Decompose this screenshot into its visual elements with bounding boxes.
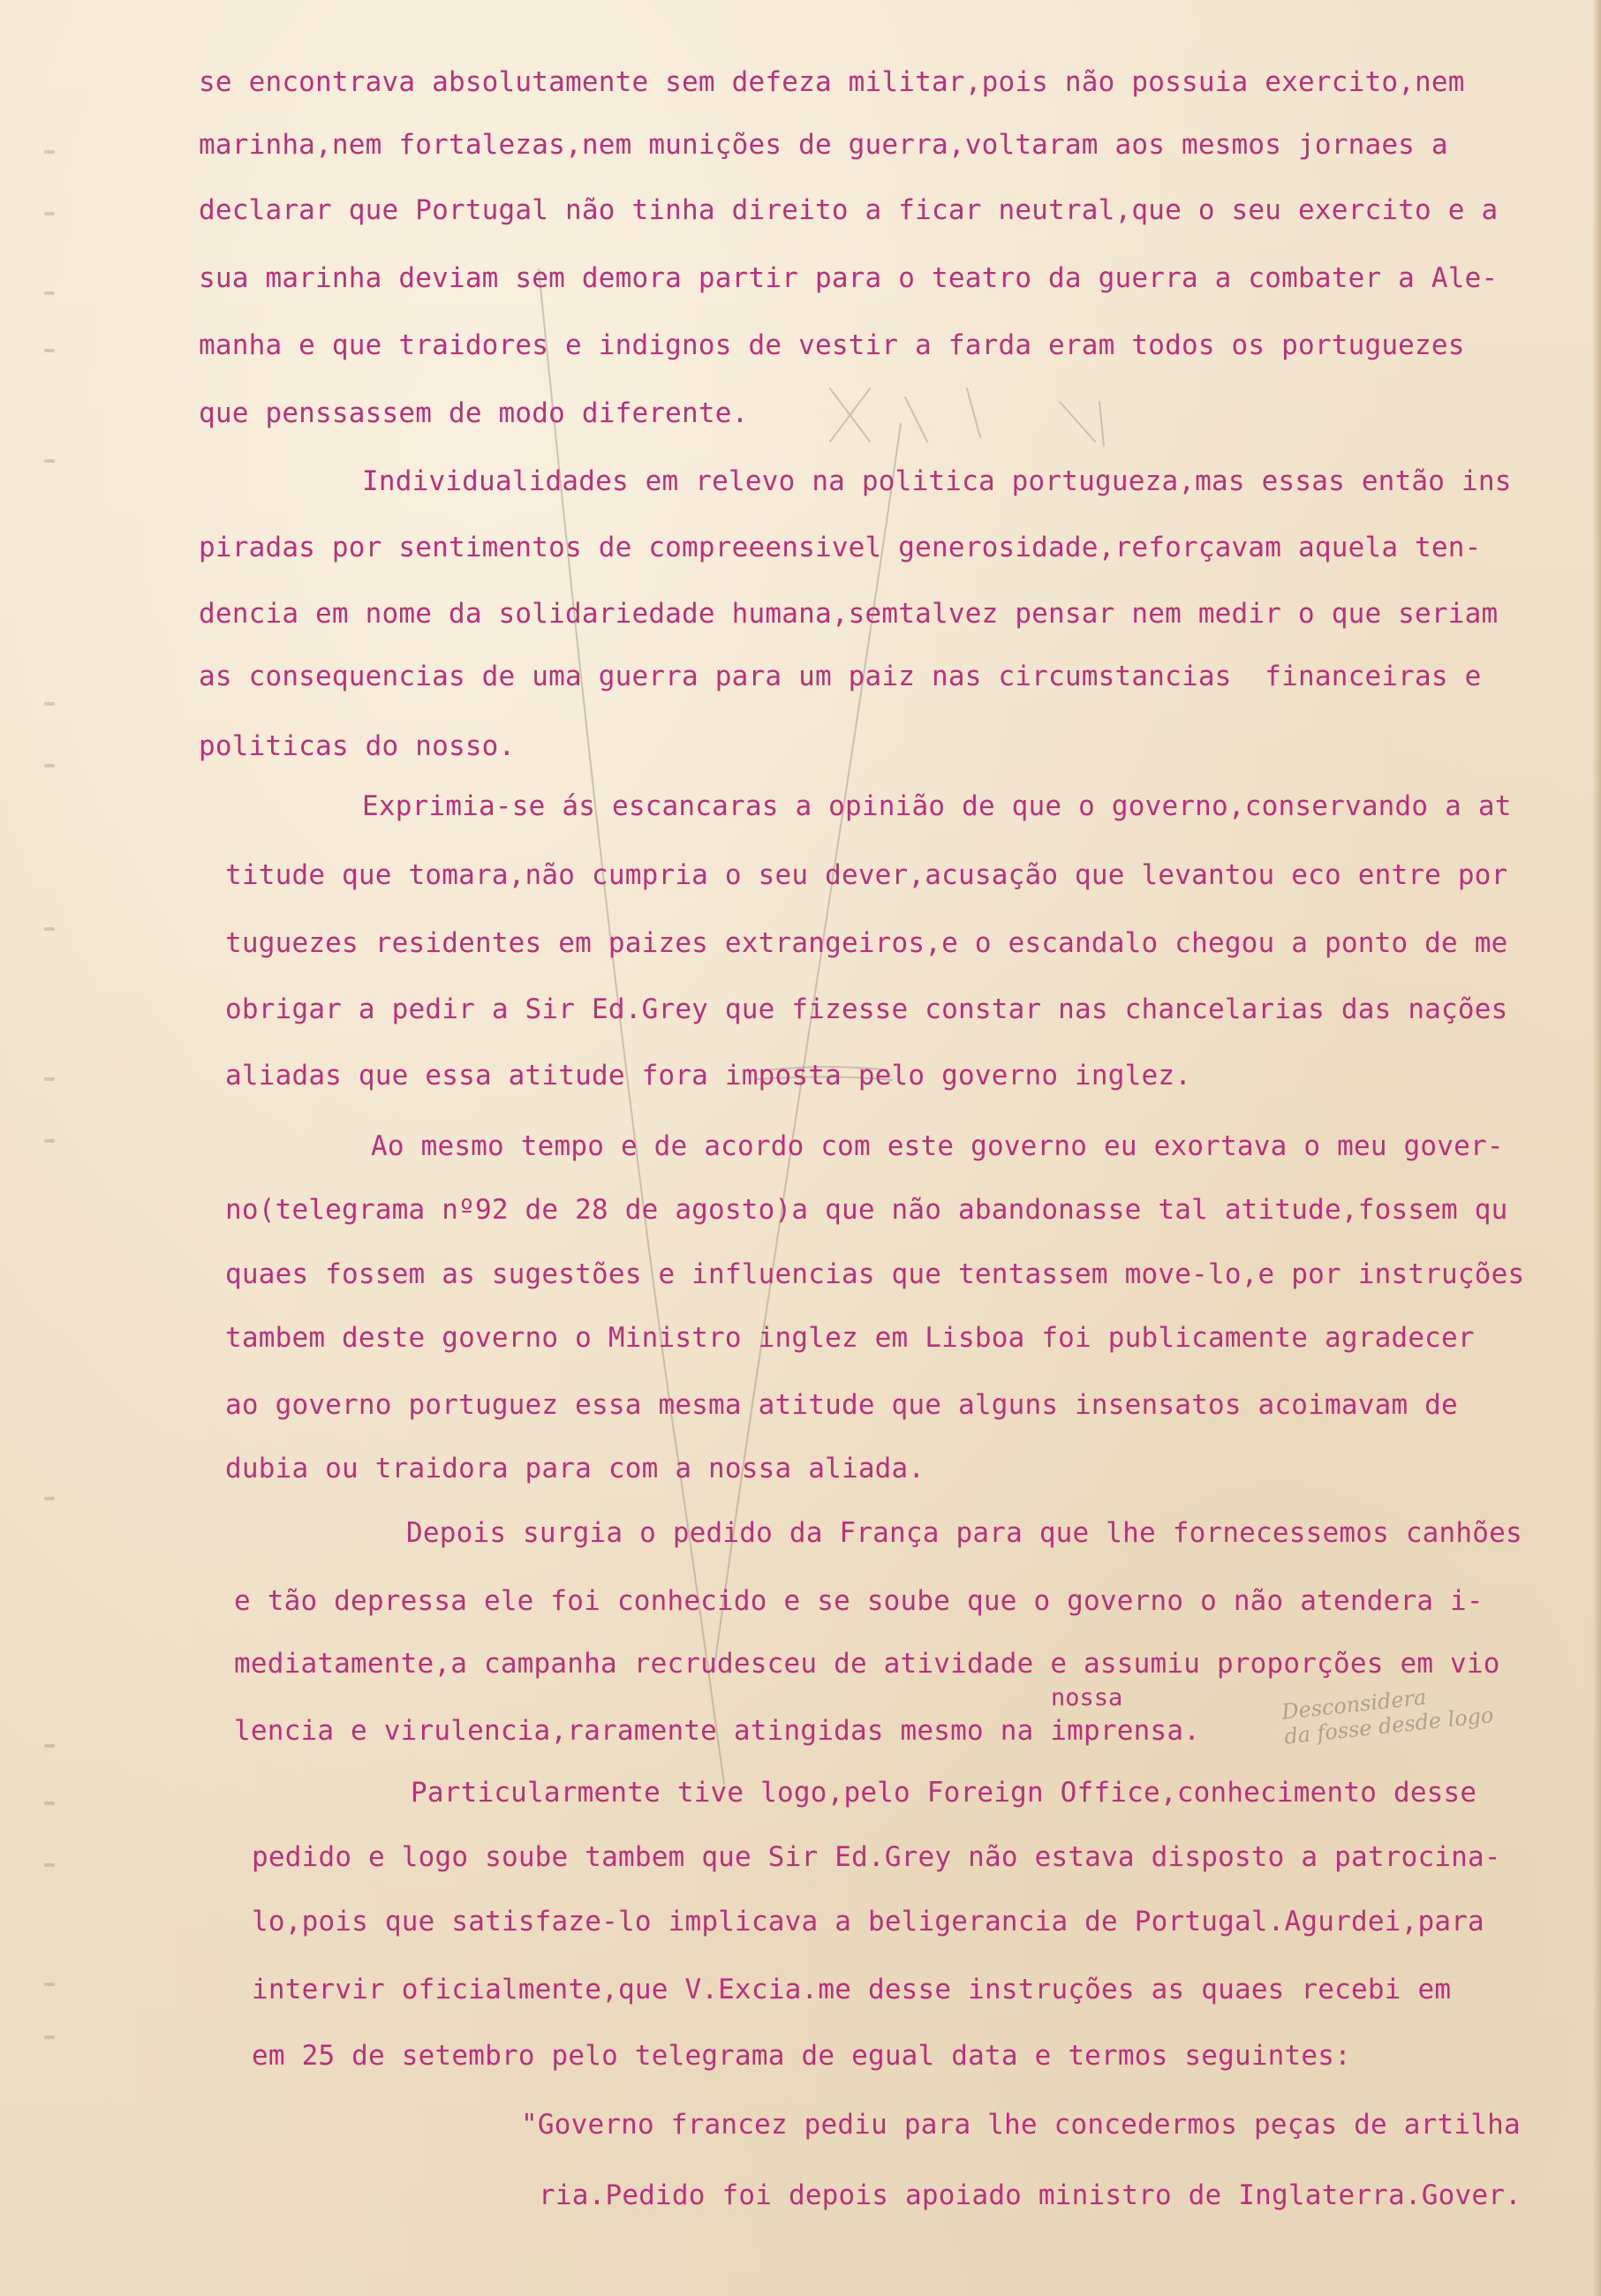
text-line: mediatamente,a campanha recrudesceu de atividade e assumiu proporções em vio xyxy=(234,1648,1500,1680)
text-line: Exprimia-se ás escancaras a opinião de que o governo,conservando a at xyxy=(362,790,1512,822)
text-line: politicas do nosso. xyxy=(199,730,516,762)
text-line: lo,pois que satisfaze-lo implicava a beligerancia de Portugal.Agurdei,para xyxy=(252,1906,1484,1937)
text-line: Particularmente tive logo,pelo Foreign Office,conhecimento desse xyxy=(411,1777,1477,1809)
text-line: declarar que Portugal não tinha direito a ficar neutral,que o seu exercito e a xyxy=(199,194,1499,226)
text-line: quaes fossem as sugestões e influencias que tentassem move-lo,e por instruções xyxy=(225,1258,1525,1290)
text-line: em 25 de setembro pelo telegrama de egual data e termos seguintes: xyxy=(252,2040,1351,2072)
text-line: se encontrava absolutamente sem defeza militar,pois não possuia exercito,nem xyxy=(199,66,1465,98)
text-line: que penssassem de modo diferente. xyxy=(199,397,749,429)
text-line: tuguezes residentes em paizes extrangeiros,e o escandalo chegou a ponto de me xyxy=(225,927,1508,959)
text-line: sua marinha deviam sem demora partir para o teatro da guerra a combater a Ale- xyxy=(199,262,1499,294)
text-line: e tão depressa ele foi conhecido e se soube que o governo o não atendera i- xyxy=(234,1585,1484,1617)
text-line: as consequencias de uma guerra para um paiz nas circumstancias financeiras e xyxy=(199,661,1482,692)
text-line: dencia em nome da solidariedade humana,semtalvez pensar nem medir o que seriam xyxy=(199,598,1499,630)
text-line: manha e que traidores e indignos de vestir a farda eram todos os portuguezes xyxy=(199,329,1465,361)
text-line: no(telegrama nº92 de 28 de agosto)a que não abandonasse tal atitude,fossem qu xyxy=(225,1194,1508,1226)
text-line: Ao mesmo tempo e de acordo com este governo eu exortava o meu gover- xyxy=(371,1130,1504,1162)
interlinear-insert: nossa xyxy=(1051,1684,1123,1711)
text-line: intervir oficialmente,que V.Excia.me desse instruções as quaes recebi em xyxy=(252,1974,1452,2005)
text-line: tambem deste governo o Ministro inglez em Lisboa foi publicamente agradecer xyxy=(225,1322,1475,1354)
text-line: ao governo portuguez essa mesma atitude que alguns insensatos acoimavam de xyxy=(225,1389,1458,1421)
text-line: ria.Pedido foi depois apoiado ministro de Inglaterra.Gover. xyxy=(539,2179,1522,2211)
text-line: aliadas que essa atitude fora imposta pelo governo inglez. xyxy=(225,1060,1192,1091)
text-line: Depois surgia o pedido da França para que lhe fornecessemos canhões xyxy=(406,1517,1522,1549)
text-line: lencia e virulencia,raramente atingidas mesmo na imprensa. xyxy=(234,1715,1201,1747)
text-line: titude que tomara,não cumpria o seu dever,acusação que levantou eco entre por xyxy=(225,859,1508,891)
text-line: pedido e logo soube tambem que Sir Ed.Grey não estava disposto a patrocina- xyxy=(252,1841,1501,1873)
text-line: dubia ou traidora para com a nossa aliada. xyxy=(225,1453,925,1484)
text-line: Individualidades em relevo na politica portugueza,mas essas então ins xyxy=(362,465,1512,497)
text-line: piradas por sentimentos de compreeensivel generosidade,reforçavam aquela ten- xyxy=(199,532,1482,563)
text-line: "Governo francez pediu para lhe concedermos peças de artilha xyxy=(521,2109,1521,2141)
text-line: marinha,nem fortalezas,nem munições de guerra,voltaram aos mesmos jornaes a xyxy=(199,129,1448,161)
text-line: obrigar a pedir a Sir Ed.Grey que fizesse constar nas chancelarias das nações xyxy=(225,993,1508,1025)
pencil-annotation: Desconsidera da fosse desde logo xyxy=(1280,1684,1495,1749)
